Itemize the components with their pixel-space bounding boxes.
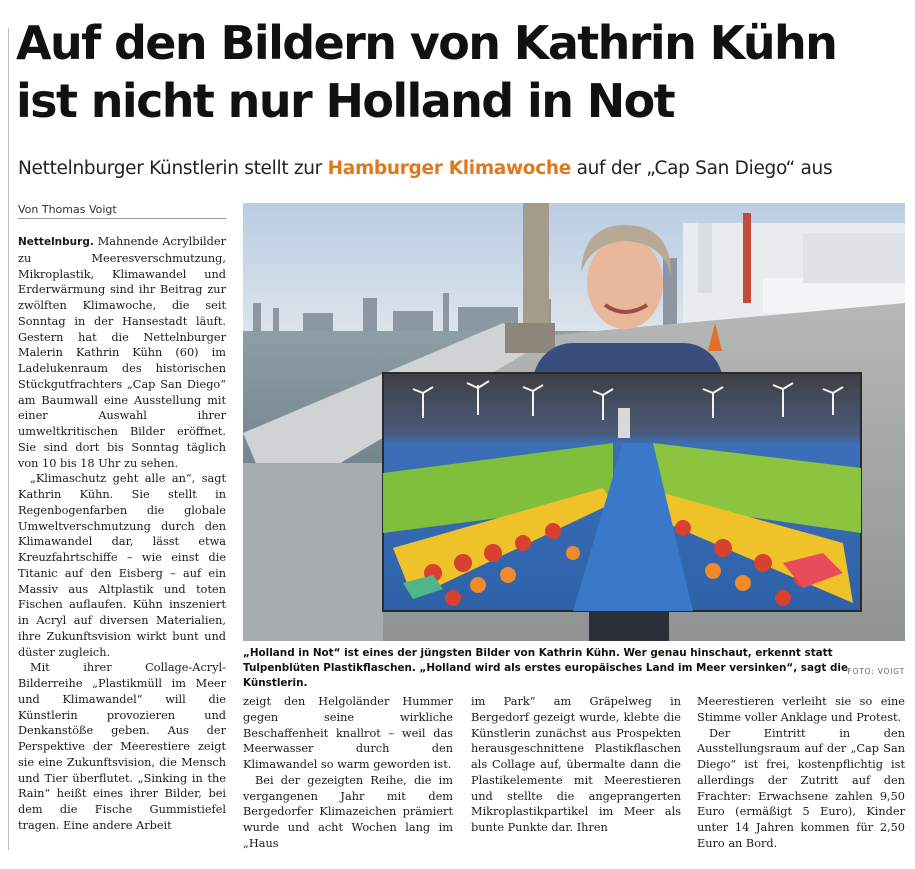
subhead-text-before: Nettelnburger Künstlerin stellt zur: [18, 158, 328, 179]
article-column-1: [18, 234, 226, 834]
subheadline: [18, 158, 908, 179]
paragraph: „Klimaschutz geht alle an“, sagt Kathrin Kühn. Sie stellt in Regenbogenfarben die globale Umweltverschmutzung durch den Klimawandel dar, lässt etwa Kreuzfahrtschiffe – wie einst die Titanic auf den Eisberg – auf ein Massiv aus Altplastik und toten Fischen auflaufen. Kühn inszeniert in Acryl auf diversen Materialien, ihre Zukunftsvision wirkt bunt und düster zugleich.: [18, 472, 226, 659]
subhead-text-after: auf der „Cap San Diego“ aus: [570, 158, 833, 179]
article-photo: [243, 203, 905, 641]
article-column-3: [471, 694, 681, 836]
caption-text: ist eines der jüngsten Bilder von Kathrin Kühn. Wer genau hinschaut, erkennt statt Tulpenblüten Plastikflaschen. „Holland wird als erstes europäisches Land im Meer versinken“, sagt die Künstlerin.: [243, 647, 849, 689]
subhead-highlight: Hamburger Klimawoche: [327, 158, 571, 179]
article-column-4: [697, 694, 905, 852]
dateline: Nettelnburg.: [18, 236, 94, 248]
headline-line-1: Auf den Bildern von Kathrin Kühn: [16, 16, 837, 70]
byline: Von Thomas Voigt: [18, 203, 226, 219]
paragraph: zeigt den Helgoländer Hummer gegen seine wirkliche Beschaffenheit knallrot – weil das Meerwasser durch den Klimawandel so warm geworden ist.: [243, 695, 453, 771]
caption-lead: „Holland in Not“: [243, 647, 341, 659]
photo-artist-with-painting: [243, 203, 905, 641]
column-rule: [8, 28, 9, 850]
article-column-2: [243, 694, 453, 852]
paragraph: im Park“ am Gräpelweg in Bergedorf gezeigt wurde, klebte die Künstlerin zunächst aus Prospekten herausgeschnittene Plastikflaschen als Collage auf, übermalte dann die Plastikelemente mit Meerestieren und stellte die angeprangerten Mikroplastikpartikel im Meer als bunte Punkte dar. Ihren: [471, 695, 681, 834]
paragraph: Bei der gezeigten Reihe, die im vergangenen Jahr mit dem Bergedorfer Klimazeichen prämiert wurde und acht Wochen lang im „Haus: [243, 773, 453, 850]
paragraph: [18, 234, 226, 471]
paragraph: Mit ihrer Collage-Acryl-Bilderreihe „Plastikmüll im Meer und Klimawandel“ will die Künstlerin provozieren und Denkanstöße geben. Aus der Perspektive der Meerestiere zeigt sie eine Zukunftsvision, die Mensch und Tier überflutet. „Sinking in the Rain“ heißt eines ihrer Bilder, bei dem die Fische Gummistiefel tragen. Eine andere Arbeit: [18, 661, 226, 832]
paragraph: Der Eintritt in den Ausstellungsraum auf der „Cap San Diego“ ist frei, kostenpflichtig ist allerdings der Zutritt auf den Frachter: Erwachsene zahlen 9,50 Euro (ermäßigt 5 Euro), Kinder unter 14 Jahren kommen für 2,50 Euro an Bord.: [697, 726, 905, 850]
paragraph-text: Mahnende Acrylbilder zu Meeresverschmutzung, Mikroplastik, Klimawandel und Erderwärmung sind ihr Beitrag zur zwölften Klimawoche, die seit Sonntag in der Hansestadt läuft. Gestern hat die Nettelnburger Malerin Kathrin Kühn (60) im Ladelukenraum des historischen Stückgutfrachters „Cap San Diego“ am Baumwall eine Ausstellung mit einer Auswahl ihrer umweltkritischen Bilder eröffnet. Sie sind dort bis Sonntag täglich von 10 bis 18 Uhr zu sehen.: [18, 235, 226, 470]
photo-credit: FOTO: VOIGT: [847, 667, 905, 676]
headline-line-2: ist nicht nur Holland in Not: [16, 74, 675, 128]
headline: [16, 14, 906, 130]
photo-caption: [243, 646, 905, 691]
paragraph: Meerestieren verleiht sie so eine Stimme voller Anklage und Protest.: [697, 695, 905, 724]
